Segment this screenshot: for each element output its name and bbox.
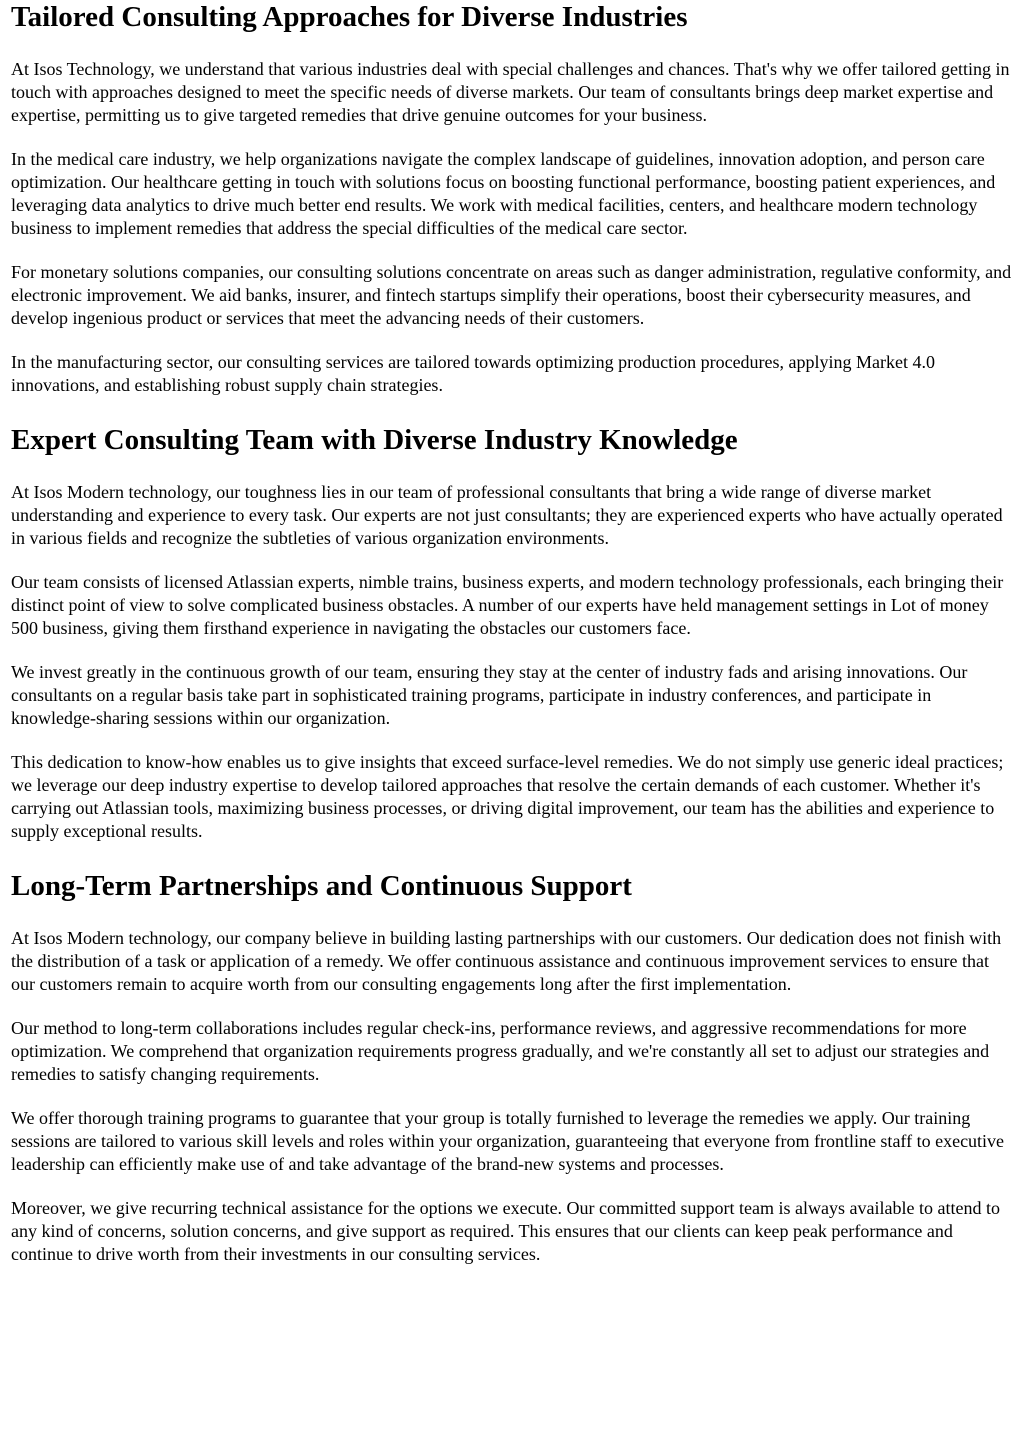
section-heading: Tailored Consulting Approaches for Diverse Industries	[11, 1, 688, 33]
paragraph: We invest greatly in the continuous growth of our team, ensuring they stay at the center of industry fads and arising innovations. Our consultants on a regular basis take part in sophisticated training programs, participate in industry conferences, and participate in knowledge-sharing sessions within our organization.	[11, 662, 968, 728]
section-long-term-partnerships	[11, 869, 1014, 1266]
paragraph: Our method to long-term collaborations includes regular check-ins, performance reviews, and aggressive recommendations for more optimization. We comprehend that organization requirements progress gradually, and we're constantly all set to adjust our strategies and remedies to satisfy changing requirements.	[11, 1018, 990, 1084]
paragraph: Moreover, we give recurring technical assistance for the options we execute. Our committed support team is always available to attend to any kind of concerns, solution concerns, and give support as required. This ensures that our clients can keep peak performance and continue to drive worth from their investments in our consulting services.	[11, 1198, 1000, 1264]
paragraph: For monetary solutions companies, our consulting solutions concentrate on areas such as danger administration, regulative conformity, and electronic improvement. We aid banks, insurer, and fintech startups simplify their operations, boost their cybersecurity measures, and develop ingenious product or services that meet the advancing needs of their customers.	[11, 262, 1012, 328]
paragraph: This dedication to know-how enables us to give insights that exceed surface-level remedies. We do not simply use generic ideal practices; we leverage our deep industry expertise to develop tailored approaches that resolve the certain demands of each customer. Whether it's carrying out Atlassian tools, maximizing business processes, or driving digital improvement, our team has the abilities and experience to supply exceptional results.	[11, 752, 1004, 841]
paragraph: In the medical care industry, we help organizations navigate the complex landscape of guidelines, innovation adoption, and person care optimization. Our healthcare getting in touch with solutions focus on boosting functional performance, boosting patient experiences, and leveraging data analytics to drive much better end results. We work with medical facilities, centers, and healthcare modern technology business to implement remedies that address the special difficulties of the medical care sector.	[11, 149, 996, 238]
paragraph: In the manufacturing sector, our consulting services are tailored towards optimizing production procedures, applying Market 4.0 innovations, and establishing robust supply chain strategies.	[11, 352, 936, 395]
section-expert-team	[11, 423, 1014, 843]
section-heading: Long-Term Partnerships and Continuous Support	[11, 870, 632, 902]
paragraph: Our team consists of licensed Atlassian experts, nimble trains, business experts, and modern technology professionals, each bringing their distinct point of view to solve complicated business obstacles. A number of our experts have held management settings in Lot of money 500 business, giving them firsthand experience in navigating the obstacles our customers face.	[11, 572, 1004, 638]
paragraph: At Isos Modern technology, our company believe in building lasting partnerships with our customers. Our dedication does not finish with the distribution of a task or application of a remedy. We offer continuous assistance and continuous improvement services to ensure that our customers remain to acquire worth from our consulting engagements long after the first implementation.	[11, 928, 1002, 994]
section-heading: Expert Consulting Team with Diverse Industry Knowledge	[11, 424, 738, 456]
paragraph: We offer thorough training programs to guarantee that your group is totally furnished to leverage the remedies we apply. Our training sessions are tailored to various skill levels and roles within your organization, guaranteeing that everyone from frontline staff to executive leadership can efficiently make use of and take advantage of the brand-new systems and processes.	[11, 1108, 1005, 1174]
paragraph: At Isos Modern technology, our toughness lies in our team of professional consultants that bring a wide range of diverse market understanding and experience to every task. Our experts are not just consultants; they are experienced experts who have actually operated in various fields and recognize the subtleties of various organization environments.	[11, 482, 1003, 548]
section-tailored-approaches	[11, 0, 1014, 397]
paragraph: At Isos Technology, we understand that various industries deal with special challenges and chances. That's why we offer tailored getting in touch with approaches designed to meet the specific needs of diverse markets. Our team of consultants brings deep market expertise and expertise, permitting us to give targeted remedies that drive genuine outcomes for your business.	[11, 59, 1010, 125]
